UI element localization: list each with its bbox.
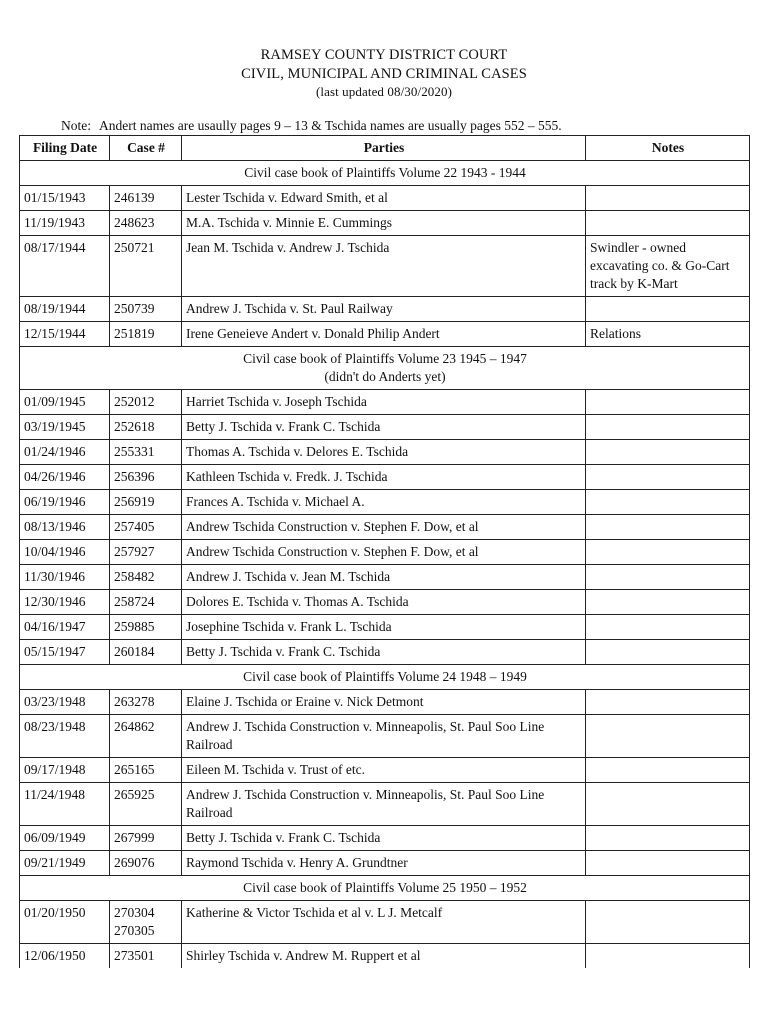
case-number-cell <box>110 465 182 490</box>
case-number: 256396 <box>114 469 155 484</box>
notes-cell <box>586 297 750 322</box>
table-row <box>20 322 750 347</box>
filing-date-cell: 06/09/1949 <box>20 826 110 851</box>
table-row <box>20 186 750 211</box>
case-number: 270305 <box>114 923 155 938</box>
filing-date-cell: 05/15/1947 <box>20 640 110 665</box>
notes-cell <box>586 590 750 615</box>
case-number-cell <box>110 615 182 640</box>
table-row <box>20 590 750 615</box>
case-number-cell <box>110 590 182 615</box>
case-number: 257927 <box>114 544 155 559</box>
parties-cell: Betty J. Tschida v. Frank C. Tschida <box>182 640 586 665</box>
document-subtitle: CIVIL, MUNICIPAL AND CRIMINAL CASES <box>241 66 527 82</box>
parties-cell: Andrew J. Tschida Construction v. Minneapolis, St. Paul Soo Line Railroad <box>182 783 586 826</box>
parties-cell: Eileen M. Tschida v. Trust of etc. <box>182 758 586 783</box>
case-number-cell <box>110 565 182 590</box>
parties-cell: Jean M. Tschida v. Andrew J. Tschida <box>182 236 586 297</box>
table-row <box>20 236 750 297</box>
parties-cell: Frances A. Tschida v. Michael A. <box>182 490 586 515</box>
section-header <box>20 876 750 901</box>
case-number: 252012 <box>114 394 155 409</box>
case-number-cell <box>110 640 182 665</box>
cases-table <box>19 135 750 968</box>
case-number: 250739 <box>114 301 155 316</box>
case-number-cell <box>110 851 182 876</box>
case-number-cell <box>110 211 182 236</box>
filing-date-cell: 01/20/1950 <box>20 901 110 944</box>
case-number-cell <box>110 490 182 515</box>
filing-date-cell: 03/19/1945 <box>20 415 110 440</box>
case-number-cell <box>110 758 182 783</box>
notes-cell <box>586 783 750 826</box>
filing-date-cell: 08/19/1944 <box>20 297 110 322</box>
case-number: 258724 <box>114 594 155 609</box>
notes-cell <box>586 826 750 851</box>
filing-date-cell: 01/09/1945 <box>20 390 110 415</box>
table-row <box>20 440 750 465</box>
table-row <box>20 640 750 665</box>
parties-cell: M.A. Tschida v. Minnie E. Cummings <box>182 211 586 236</box>
case-number: 252618 <box>114 419 155 434</box>
parties-cell: Raymond Tschida v. Henry A. Grundtner <box>182 851 586 876</box>
table-row <box>20 390 750 415</box>
case-number: 263278 <box>114 694 155 709</box>
filing-date-cell: 12/30/1946 <box>20 590 110 615</box>
parties-cell: Dolores E. Tschida v. Thomas A. Tschida <box>182 590 586 615</box>
section-header <box>20 161 750 186</box>
case-number-cell <box>110 540 182 565</box>
filing-date-cell: 08/23/1948 <box>20 715 110 758</box>
parties-cell: Harriet Tschida v. Joseph Tschida <box>182 390 586 415</box>
parties-cell: Betty J. Tschida v. Frank C. Tschida <box>182 826 586 851</box>
filing-date-cell: 11/24/1948 <box>20 783 110 826</box>
filing-date-cell: 03/23/1948 <box>20 690 110 715</box>
table-row <box>20 415 750 440</box>
notes-cell <box>586 640 750 665</box>
parties-cell: Shirley Tschida v. Andrew M. Ruppert et al <box>182 944 586 969</box>
parties-cell: Andrew J. Tschida Construction v. Minneapolis, St. Paul Soo Line Railroad <box>182 715 586 758</box>
case-number: 264862 <box>114 719 155 734</box>
case-number: 259885 <box>114 619 155 634</box>
table-row <box>20 490 750 515</box>
case-number: 270304 <box>114 905 155 920</box>
table-row <box>20 851 750 876</box>
parties-cell: Thomas A. Tschida v. Delores E. Tschida <box>182 440 586 465</box>
case-number-cell <box>110 322 182 347</box>
case-number: 255331 <box>114 444 155 459</box>
table-row <box>20 944 750 969</box>
table-row <box>20 515 750 540</box>
case-number-cell <box>110 186 182 211</box>
section-title: Civil case book of Plaintiffs Volume 23 1945 – 1947 <box>243 351 527 366</box>
filing-date-cell: 01/15/1943 <box>20 186 110 211</box>
case-number-cell <box>110 783 182 826</box>
table-row <box>20 615 750 640</box>
column-header-parties: Parties <box>182 136 586 161</box>
case-number: 265925 <box>114 787 155 802</box>
case-number-cell <box>110 236 182 297</box>
table-row <box>20 540 750 565</box>
case-number-cell <box>110 901 182 944</box>
notes-cell <box>586 715 750 758</box>
notes-cell <box>586 415 750 440</box>
parties-cell: Elaine J. Tschida or Eraine v. Nick Detmont <box>182 690 586 715</box>
case-number: 265165 <box>114 762 155 777</box>
case-number-cell <box>110 715 182 758</box>
case-number: 251819 <box>114 326 155 341</box>
column-header-filing-date: Filing Date <box>20 136 110 161</box>
court-title: RAMSEY COUNTY DISTRICT COURT <box>260 47 508 63</box>
notes-cell <box>586 440 750 465</box>
notes-cell <box>586 851 750 876</box>
table-row <box>20 465 750 490</box>
case-number-cell <box>110 826 182 851</box>
table-row <box>20 211 750 236</box>
section-title: Civil case book of Plaintiffs Volume 24 1948 – 1949 <box>243 669 527 684</box>
table-row <box>20 715 750 758</box>
parties-cell: Irene Geneieve Andert v. Donald Philip Andert <box>182 322 586 347</box>
parties-cell: Betty J. Tschida v. Frank C. Tschida <box>182 415 586 440</box>
last-updated: (last updated 08/30/2020) <box>315 84 453 99</box>
notes-cell: Relations <box>586 322 750 347</box>
column-header-case-number: Case # <box>110 136 182 161</box>
section-subtitle: (didn't do Anderts yet) <box>324 369 446 384</box>
parties-cell: Kathleen Tschida v. Fredk. J. Tschida <box>182 465 586 490</box>
parties-cell: Andrew J. Tschida v. St. Paul Railway <box>182 297 586 322</box>
filing-date-cell: 11/30/1946 <box>20 565 110 590</box>
table-row <box>20 758 750 783</box>
notes-cell <box>586 465 750 490</box>
filing-date-cell: 11/19/1943 <box>20 211 110 236</box>
case-number: 258482 <box>114 569 155 584</box>
case-number-cell <box>110 944 182 969</box>
parties-cell: Josephine Tschida v. Frank L. Tschida <box>182 615 586 640</box>
notes-cell <box>586 758 750 783</box>
filing-date-cell: 04/26/1946 <box>20 465 110 490</box>
section-title: Civil case book of Plaintiffs Volume 25 1950 – 1952 <box>243 880 527 895</box>
notes-cell <box>586 565 750 590</box>
filing-date-cell: 09/17/1948 <box>20 758 110 783</box>
case-number-cell <box>110 297 182 322</box>
table-row <box>20 297 750 322</box>
table-row <box>20 565 750 590</box>
case-number: 269076 <box>114 855 155 870</box>
case-number: 267999 <box>114 830 155 845</box>
column-header-notes: Notes <box>586 136 750 161</box>
parties-cell: Andrew Tschida Construction v. Stephen F. Dow, et al <box>182 540 586 565</box>
notes-cell <box>586 186 750 211</box>
filing-date-cell: 01/24/1946 <box>20 440 110 465</box>
parties-cell: Andrew J. Tschida v. Jean M. Tschida <box>182 565 586 590</box>
table-body <box>20 161 750 969</box>
table-header-row <box>20 136 750 161</box>
parties-cell: Andrew Tschida Construction v. Stephen F. Dow, et al <box>182 515 586 540</box>
case-number: 248623 <box>114 215 155 230</box>
table-row <box>20 826 750 851</box>
table-row <box>20 901 750 944</box>
notes-cell <box>586 490 750 515</box>
notes-cell <box>586 211 750 236</box>
page-note <box>61 118 562 134</box>
section-header-row <box>20 347 750 390</box>
section-header <box>20 347 750 390</box>
notes-cell <box>586 540 750 565</box>
parties-cell: Lester Tschida v. Edward Smith, et al <box>182 186 586 211</box>
filing-date-cell: 12/15/1944 <box>20 322 110 347</box>
notes-cell: Swindler - owned excavating co. & Go-Cart track by K-Mart <box>586 236 750 297</box>
case-number: 256919 <box>114 494 155 509</box>
case-number-cell <box>110 415 182 440</box>
filing-date-cell: 06/19/1946 <box>20 490 110 515</box>
notes-cell <box>586 901 750 944</box>
note-label: Note: <box>61 118 91 133</box>
case-number-cell <box>110 390 182 415</box>
document-header <box>0 46 768 100</box>
notes-cell <box>586 390 750 415</box>
section-header <box>20 665 750 690</box>
case-number-cell <box>110 440 182 465</box>
filing-date-cell: 12/06/1950 <box>20 944 110 969</box>
table-row <box>20 690 750 715</box>
case-number: 260184 <box>114 644 155 659</box>
filing-date-cell: 10/04/1946 <box>20 540 110 565</box>
section-header-row <box>20 876 750 901</box>
table-row <box>20 783 750 826</box>
notes-cell <box>586 944 750 969</box>
notes-cell <box>586 515 750 540</box>
filing-date-cell: 09/21/1949 <box>20 851 110 876</box>
note-text: Andert names are usaully pages 9 – 13 & Tschida names are usually pages 552 – 555. <box>99 118 562 133</box>
filing-date-cell: 08/13/1946 <box>20 515 110 540</box>
section-header-row <box>20 665 750 690</box>
filing-date-cell: 04/16/1947 <box>20 615 110 640</box>
case-number: 257405 <box>114 519 155 534</box>
section-title: Civil case book of Plaintiffs Volume 22 1943 - 1944 <box>244 165 526 180</box>
section-header-row <box>20 161 750 186</box>
notes-cell <box>586 615 750 640</box>
case-number: 273501 <box>114 948 155 963</box>
case-number-cell <box>110 690 182 715</box>
case-number: 250721 <box>114 240 155 255</box>
filing-date-cell: 08/17/1944 <box>20 236 110 297</box>
case-number: 246139 <box>114 190 155 205</box>
case-number-cell <box>110 515 182 540</box>
notes-cell <box>586 690 750 715</box>
parties-cell: Katherine & Victor Tschida et al v. L J. Metcalf <box>182 901 586 944</box>
